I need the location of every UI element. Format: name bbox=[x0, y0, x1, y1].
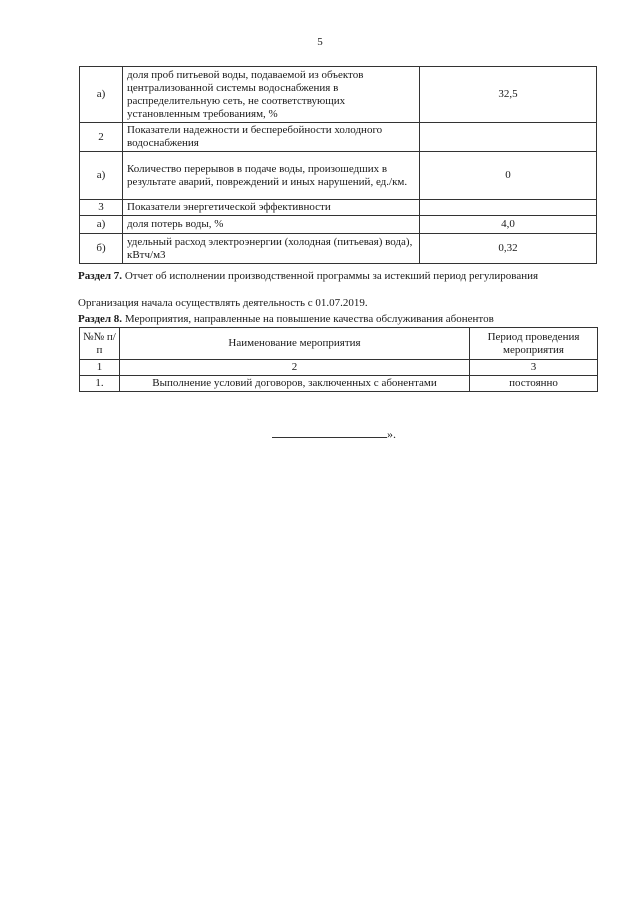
section-7-label: Раздел 7. bbox=[78, 270, 123, 282]
measures-table bbox=[79, 327, 598, 392]
index-cell: 3 bbox=[470, 360, 598, 376]
header-period: Период проведения мероприятия bbox=[470, 328, 598, 360]
row-number: а) bbox=[80, 152, 123, 200]
table-index-row bbox=[80, 360, 598, 376]
header-number: №№ п/п bbox=[80, 328, 120, 360]
table-row bbox=[80, 216, 597, 234]
header-measure-name: Наименование мероприятия bbox=[120, 328, 470, 360]
section-8 bbox=[78, 313, 598, 326]
table-row bbox=[80, 200, 597, 216]
indicators-table bbox=[79, 66, 597, 264]
row-number: 2 bbox=[80, 123, 123, 152]
section-7-text: Отчет об исполнении производственной программы за истекший период регулирования bbox=[124, 270, 539, 282]
row-value: 4,0 bbox=[420, 216, 597, 234]
index-cell: 1 bbox=[80, 360, 120, 376]
row-number: б) bbox=[80, 234, 123, 264]
table-row bbox=[80, 152, 597, 200]
row-number: 3 bbox=[80, 200, 123, 216]
row-description: Количество перерывов в подаче воды, произошедших в результате аварий, повреждений и иных нарушений, ед./км. bbox=[123, 152, 420, 200]
blank-underline bbox=[272, 427, 387, 438]
row-value: 0 bbox=[420, 152, 597, 200]
row-number: а) bbox=[80, 216, 123, 234]
measure-number: 1. bbox=[80, 376, 120, 392]
row-value bbox=[420, 200, 597, 216]
table-row bbox=[80, 376, 598, 392]
closing-quote: ». bbox=[387, 427, 396, 441]
row-description: Показатели надежности и бесперебойности холодного водоснабжения bbox=[123, 123, 420, 152]
organization-note: Организация начала осуществлять деятельность с 01.07.2019. bbox=[78, 297, 368, 309]
measure-period: постоянно bbox=[470, 376, 598, 392]
signature-line bbox=[272, 427, 396, 442]
table-row bbox=[80, 123, 597, 152]
row-number: а) bbox=[80, 67, 123, 123]
row-description: Показатели энергетической эффективности bbox=[123, 200, 420, 216]
row-value: 32,5 bbox=[420, 67, 597, 123]
row-description: доля потерь воды, % bbox=[123, 216, 420, 234]
section-8-label: Раздел 8. bbox=[78, 313, 123, 325]
row-value bbox=[420, 123, 597, 152]
section-8-text: Мероприятия, направленные на повышение качества обслуживания абонентов bbox=[124, 313, 494, 325]
table-row bbox=[80, 67, 597, 123]
table-row bbox=[80, 234, 597, 264]
row-description: удельный расход электроэнергии (холодная (питьевая) вода), кВтч/м3 bbox=[123, 234, 420, 264]
page-number: 5 bbox=[317, 36, 323, 48]
measure-name: Выполнение условий договоров, заключенных с абонентами bbox=[120, 376, 470, 392]
row-value: 0,32 bbox=[420, 234, 597, 264]
section-7 bbox=[78, 270, 598, 283]
index-cell: 2 bbox=[120, 360, 470, 376]
row-description: доля проб питьевой воды, подаваемой из объектов централизованной системы водоснабжения в распределительную сеть, не соответствующих установленным требованиям, % bbox=[123, 67, 420, 123]
table-header-row bbox=[80, 328, 598, 360]
